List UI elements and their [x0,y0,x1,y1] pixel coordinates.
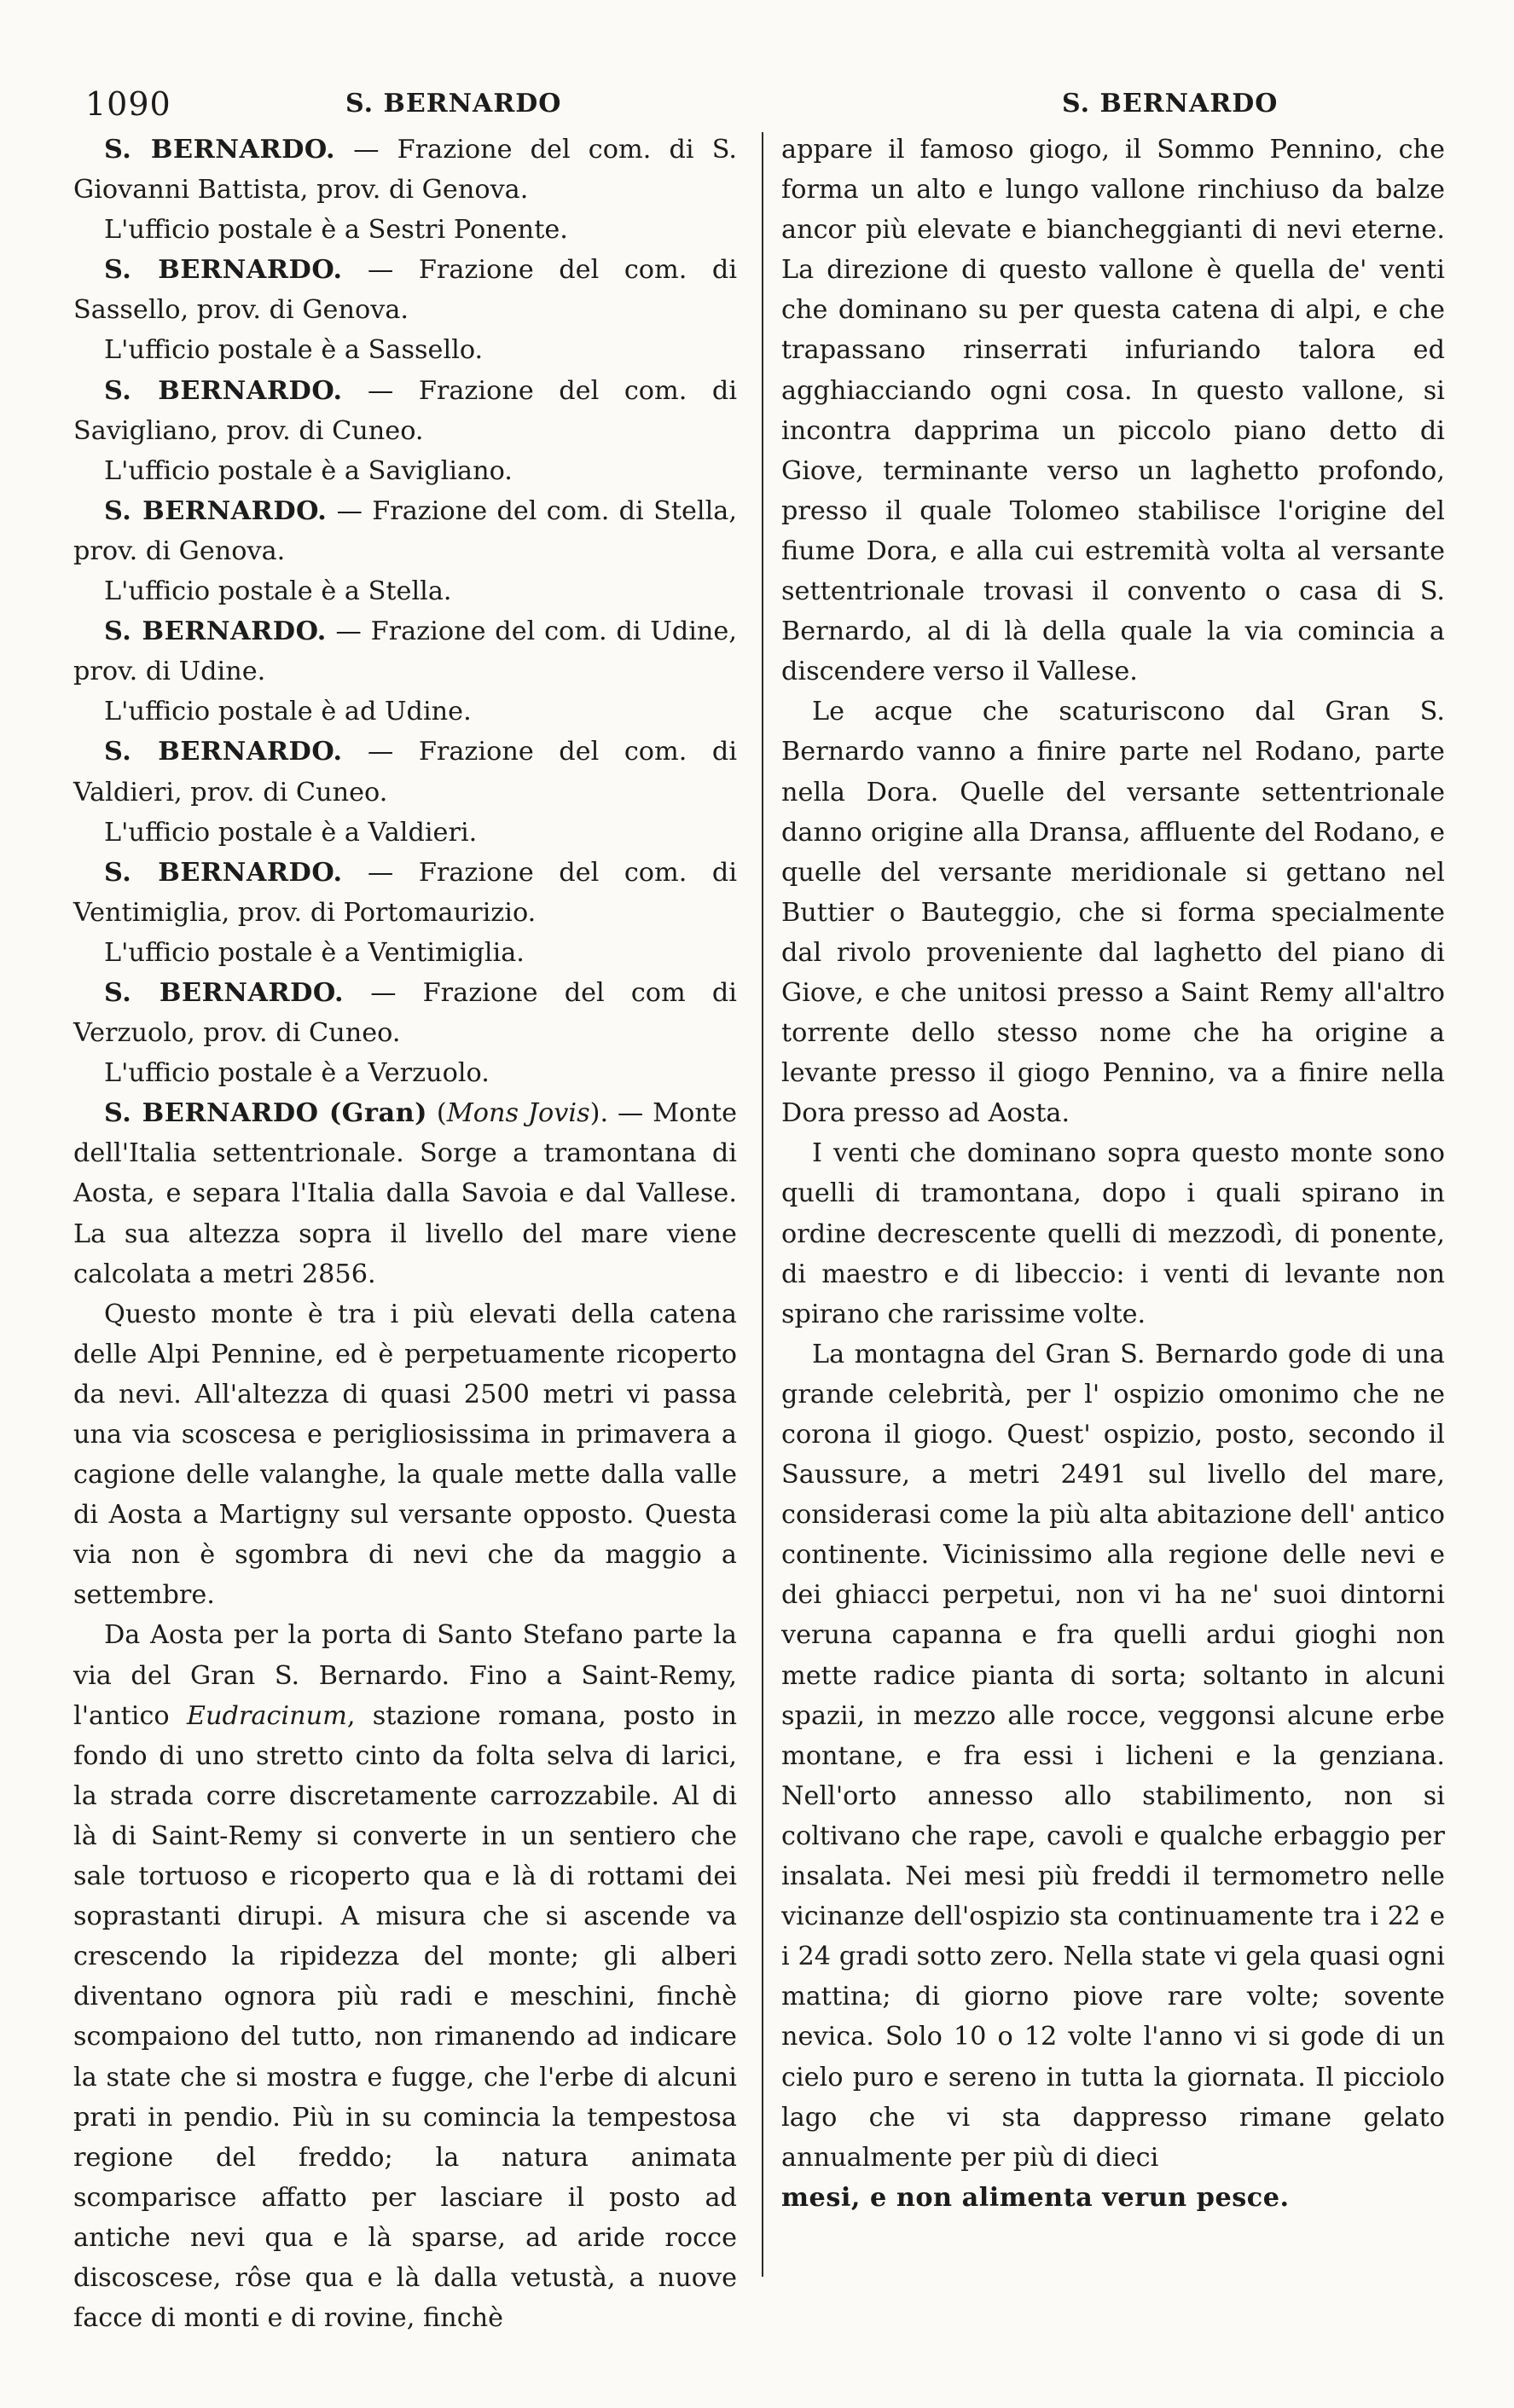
paragraph: L'ufficio postale è a Savigliano. [104,455,513,486]
right-column [781,130,1445,2278]
entry-text: — Frazione del com. di Sassello, prov. di Genova. [73,255,738,326]
entry-paragraph [73,371,737,451]
paragraph: L'ufficio postale è a Stella. [104,576,452,607]
entry-head: S. BERNARDO. [104,495,328,526]
paragraph-text: Da Aosta per la porta di Santo Stefano parte la via del Gran S. Bernardo. Fino a Saint-Remy, l'antico [73,1620,737,1731]
entry-head: S. BERNARDO. [104,135,336,165]
entry-paragraph [73,973,737,1053]
entry-paragraph [73,130,737,210]
latin-name: Eudracinum [186,1700,347,1731]
paragraph: L'ufficio postale è a Valdieri. [104,817,478,848]
column-divider [762,132,763,2277]
entry-text: ( [427,1098,447,1129]
paragraph: La montagna del Gran S. Bernardo gode di una grande celebrità, per l' ospizio omonimo che ne corona il giogo. Quest' ospizio, posto, secondo il Saussure, a metri 2491 sul livello del mare, considerasi come la più alta abitazione dell' antico continente. Vicinissimo alla regione delle nevi e dei ghiacci perpetui, non vi ha ne' suoi dintorni veruna capanna e fra quelli ardui gioghi non mette radice pianta di sorta; soltanto in alcuni spazii, in mezzo alle rocce, veggonsi alcune erbe montane, e fra essi i licheni e la genziana. Nell'orto annesso allo stabilimento, non si coltivano che rape, cavoli e qualche erbaggio per insalata. Nei mesi più freddi il termometro nelle vicinanze dell'ospizio sta continuamente tra i 22 e i 24 gradi sotto zero. Nella state vi gela quasi ogni mattina; di giorno piove rare volte; sovente nevica. Solo 10 o 12 volte l'anno vi si gode di un cielo puro e sereno in tutta la giornata. Il picciolo lago che vi sta dappresso rimane gelato annualmente per più di dieci [781,1339,1445,2173]
entry-paragraph [73,1093,737,1294]
entry-head: S. BERNARDO (Gran) [104,1098,428,1129]
latin-name: Mons Jovis [446,1098,590,1129]
entry-text: ). — Monte dell'Italia settentrionale. Sorge a tramontana di Aosta, e separa l'Italia dalla Savoia e dal Vallese. La sua altezza sopra il livello del mare viene calcolata a metri 2856. [73,1098,738,1289]
entry-paragraph [73,853,737,933]
continued-paragraph: appare il famoso giogo, il Sommo Pennino, che forma un alto e lungo vallone rinchiuso da balze ancor più elevate e biancheggianti di nevi eterne. La direzione di questo vallone è quella de' venti che dominano su per questa catena di alpi, e che trapassano rinserrati infuriando talora ed agghiacciando ogni cosa. In questo vallone, si incontra dapprima un piccolo piano detto di Giove, terminante verso un laghetto profondo, presso il quale Tolomeo stabilisce l'origine del fiume Dora, e alla cui estremità volta al versante settentrionale trovasi il convento o casa di S. Bernardo, al di là della quale la via comincia a discendere verso il Vallese. [781,135,1445,687]
paragraph-text: , stazione romana, posto in fondo di uno stretto cinto da folta selva di larici, la strada corre discretamente carrozzabile. Al di là di Saint-Remy si converte in un sentiero che sale tortuoso e ricoperto qua e là di rottami dei soprastanti dirupi. A misura che si ascende va crescendo la ripidezza del monte; gli alberi diventano ognora più radi e meschini, finchè scompaiono del tutto, non rimanendo ad indicare la state che si mostra e fugge, che l'erbe di alcuni prati in pendio. Più in su comincia la tempestosa regione del freddo; la natura animata scomparisce affatto per lasciare il posto ad antiche nevi qua e là sparse, ad aride rocce discoscese, rôse qua e là dalla vetustà, a nuove facce di monti e di rovine, finchè [73,1700,737,2334]
paragraph: L'ufficio postale è a Sestri Ponente. [104,215,568,246]
entry-text: — Frazione del com. di S. Giovanni Battista, prov. di Genova. [73,135,738,205]
left-column [73,130,738,2334]
paragraph: I venti che dominano sopra questo monte sono quelli di tramontana, dopo i quali spirano in ordine decrescente quelli di mezzodì, di ponente, di maestro e di libeccio: i venti di levante non spirano che rarissime volte. [781,1138,1445,1329]
entry-text: — Frazione del com. di Valdieri, prov. di Cuneo. [73,737,738,807]
closing-line: mesi, e non alimenta verun pesce. [781,2182,1290,2213]
entry-head: S. BERNARDO. [104,375,343,406]
paragraph: Questo monte è tra i più elevati della catena delle Alpi Pennine, ed è perpetuamente ricoperto da nevi. All'altezza di quasi 2500 metri vi passa una via scoscesa e perigliosissima in primavera a cagione delle valanghe, la quale mette dalla valle di Aosta a Martigny sul versante opposto. Questa via non è sgombra di nevi che da maggio a settembre. [73,1299,737,1611]
entry-paragraph [73,611,737,692]
entry-head: S. BERNARDO. [104,616,327,647]
entry-text: — Frazione del com di Verzuolo, prov. di Cuneo. [73,977,737,1049]
paragraph: L'ufficio postale è ad Udine. [104,697,472,727]
entry-head: S. BERNARDO. [104,977,345,1008]
entry-head: S. BERNARDO. [104,255,343,286]
entry-paragraph [73,491,737,571]
running-head-right: S. BERNARDO [1062,89,1279,119]
running-head-left: S. BERNARDO [345,89,562,119]
entry-text: — Frazione del com. di Udine, prov. di Udine. [73,616,737,687]
paragraph: L'ufficio postale è a Verzuolo. [104,1058,490,1089]
entry-head: S. BERNARDO. [104,857,343,888]
entry-text: — Frazione del com. di Ventimiglia, prov. di Portomaurizio. [73,857,738,928]
page-number: 1090 [85,85,171,123]
entry-paragraph [73,732,737,812]
entry-paragraph [73,250,737,330]
paragraph: L'ufficio postale è a Sassello. [104,335,484,366]
entry-head: S. BERNARDO. [104,737,343,767]
paragraph: Le acque che scaturiscono dal Gran S. Bernardo vanno a finire parte nel Rodano, parte nella Dora. Quelle del versante settentrionale danno origine alla Dransa, affluente del Rodano, e quelle del versante meridionale si gettano nel Buttier o Bauteggio, che si forma specialmente dal rivolo proveniente dal laghetto del piano di Giove, e che unitosi presso a Saint Remy all'altro torrente dello stesso nome che ha origine a levante presso il giogo Pennino, va a finire nella Dora presso ad Aosta. [781,697,1445,1129]
entry-text: — Frazione del com. di Stella, prov. di Genova. [73,495,737,566]
paragraph: L'ufficio postale è a Ventimiglia. [104,937,525,968]
entry-text: — Frazione del com. di Savigliano, prov. di Cuneo. [73,375,738,446]
paragraph [73,1615,737,2338]
